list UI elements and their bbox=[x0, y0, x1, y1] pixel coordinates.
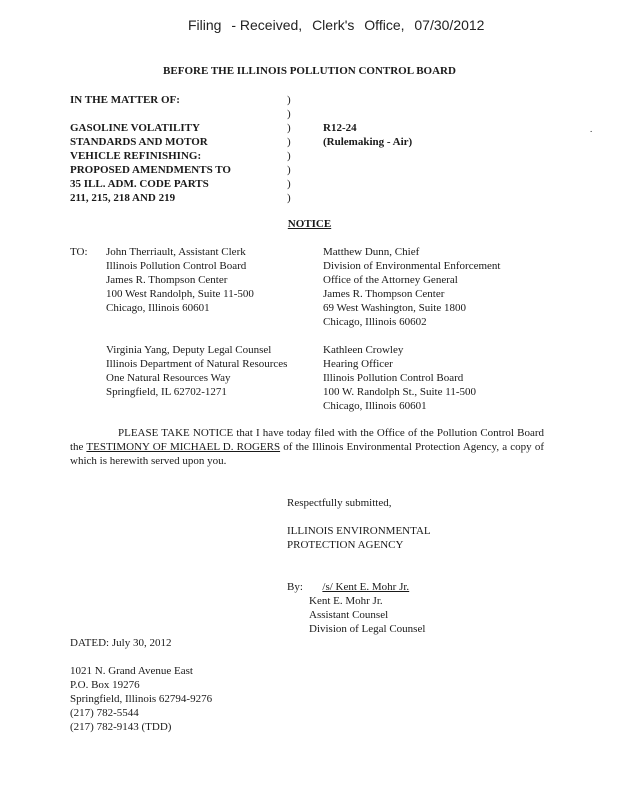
docket-number: R12-24 bbox=[323, 122, 357, 134]
address-line: James R. Thompson Center bbox=[106, 274, 228, 286]
caption-line: 211, 215, 218 AND 219 bbox=[70, 192, 176, 204]
address-line: Matthew Dunn, Chief bbox=[323, 246, 420, 258]
address-line: James R. Thompson Center bbox=[323, 288, 445, 300]
caption-line: IN THE MATTER OF: bbox=[70, 94, 180, 106]
address-line: Springfield, IL 62702-1271 bbox=[106, 386, 227, 398]
address-line: Chicago, Illinois 60601 bbox=[323, 400, 427, 412]
docket-block bbox=[323, 121, 412, 149]
stamp-date: 07/30/2012 bbox=[414, 17, 485, 33]
recipient-dnr bbox=[106, 343, 287, 399]
dated-value: July 30, 2012 bbox=[111, 637, 172, 649]
paren: ) bbox=[287, 136, 291, 148]
stamp-clerks: Clerk's bbox=[312, 17, 355, 33]
dated-line bbox=[70, 636, 171, 650]
address-line: Illinois Pollution Control Board bbox=[106, 260, 247, 272]
signer-title: Assistant Counsel bbox=[309, 609, 389, 621]
notice-title: NOTICE bbox=[287, 218, 332, 230]
caption-line: PROPOSED AMENDMENTS TO bbox=[70, 164, 231, 176]
board-title: BEFORE THE ILLINOIS POLLUTION CONTROL BOARD bbox=[163, 65, 456, 77]
address-line: Chicago, Illinois 60601 bbox=[106, 302, 210, 314]
address-line: Hearing Officer bbox=[323, 358, 393, 370]
testimony-title: TESTIMONY OF MICHAEL D. ROGERS bbox=[86, 441, 281, 453]
tdd-line: (217) 782-9143 (TDD) bbox=[70, 721, 172, 733]
address-line: Illinois Pollution Control Board bbox=[323, 372, 464, 384]
filing-stamp bbox=[188, 18, 490, 32]
case-caption bbox=[70, 93, 231, 205]
stamp-filing: Filing bbox=[188, 17, 222, 33]
paragraph-text: PLEASE TAKE NOTICE that I have today filed with the Office of the Pollution Control Board the bbox=[70, 427, 544, 453]
paren: ) bbox=[287, 178, 291, 190]
to-label: TO: bbox=[70, 246, 88, 258]
signature-block bbox=[287, 496, 431, 552]
paren: ) bbox=[287, 192, 291, 204]
address-line: 100 West Randolph, Suite 11-500 bbox=[106, 288, 254, 300]
address-line: John Therriault, Assistant Clerk bbox=[106, 246, 246, 258]
address-line: One Natural Resources Way bbox=[106, 372, 231, 384]
address-line: Office of the Attorney General bbox=[323, 274, 458, 286]
dated-label: DATED: bbox=[70, 637, 110, 649]
caption-line: VEHICLE REFINISHING: bbox=[70, 150, 202, 162]
mailing-address bbox=[70, 664, 212, 734]
address-line: Virginia Yang, Deputy Legal Counsel bbox=[106, 344, 272, 356]
address-line: 1021 N. Grand Avenue East bbox=[70, 665, 193, 677]
caption-line bbox=[70, 107, 231, 121]
notice-paragraph bbox=[70, 426, 544, 468]
phone-line: (217) 782-5544 bbox=[70, 707, 139, 719]
paren: ) bbox=[287, 164, 291, 176]
rulemaking-type: (Rulemaking - Air) bbox=[323, 136, 413, 148]
address-line: Kathleen Crowley bbox=[323, 344, 404, 356]
address-line: P.O. Box 19276 bbox=[70, 679, 140, 691]
signer-division: Division of Legal Counsel bbox=[309, 623, 426, 635]
recipient-attorney-general bbox=[323, 245, 500, 329]
caption-line: STANDARDS AND MOTOR bbox=[70, 136, 208, 148]
agency-name: ILLINOIS ENVIRONMENTAL bbox=[287, 525, 431, 537]
address-line: 100 W. Randolph St., Suite 11-500 bbox=[323, 386, 476, 398]
caption-line: GASOLINE VOLATILITY bbox=[70, 122, 200, 134]
signer-name: Kent E. Mohr Jr. bbox=[309, 595, 383, 607]
address-line: Division of Environmental Enforcement bbox=[323, 260, 501, 272]
agency-name: PROTECTION AGENCY bbox=[287, 539, 404, 551]
recipient-clerk bbox=[106, 245, 254, 315]
electronic-signature: /s/ Kent E. Mohr Jr. bbox=[322, 581, 410, 593]
stamp-received: - Received, bbox=[231, 17, 303, 33]
paren: ) bbox=[287, 94, 291, 106]
address-line: Springfield, Illinois 62794-9276 bbox=[70, 693, 213, 705]
stray-mark: . bbox=[590, 124, 593, 134]
closing: Respectfully submitted, bbox=[287, 497, 392, 509]
address-line: 69 West Washington, Suite 1800 bbox=[323, 302, 466, 314]
recipient-hearing-officer bbox=[323, 343, 476, 413]
paren: ) bbox=[287, 122, 291, 134]
address-line: Chicago, Illinois 60602 bbox=[323, 316, 427, 328]
paren: ) bbox=[287, 108, 291, 120]
address-line: Illinois Department of Natural Resources bbox=[106, 358, 288, 370]
stamp-office: Office, bbox=[364, 17, 405, 33]
caption-line: 35 ILL. ADM. CODE PARTS bbox=[70, 178, 209, 190]
signer-details bbox=[309, 594, 425, 636]
signature-by-row bbox=[287, 580, 413, 594]
caption-parentheses bbox=[287, 93, 291, 205]
paren: ) bbox=[287, 150, 291, 162]
paragraph-text: of the Illinois Environmental Protection Agency, a copy of which is herewith served upon you. bbox=[70, 441, 544, 467]
by-label: By: bbox=[287, 581, 303, 593]
